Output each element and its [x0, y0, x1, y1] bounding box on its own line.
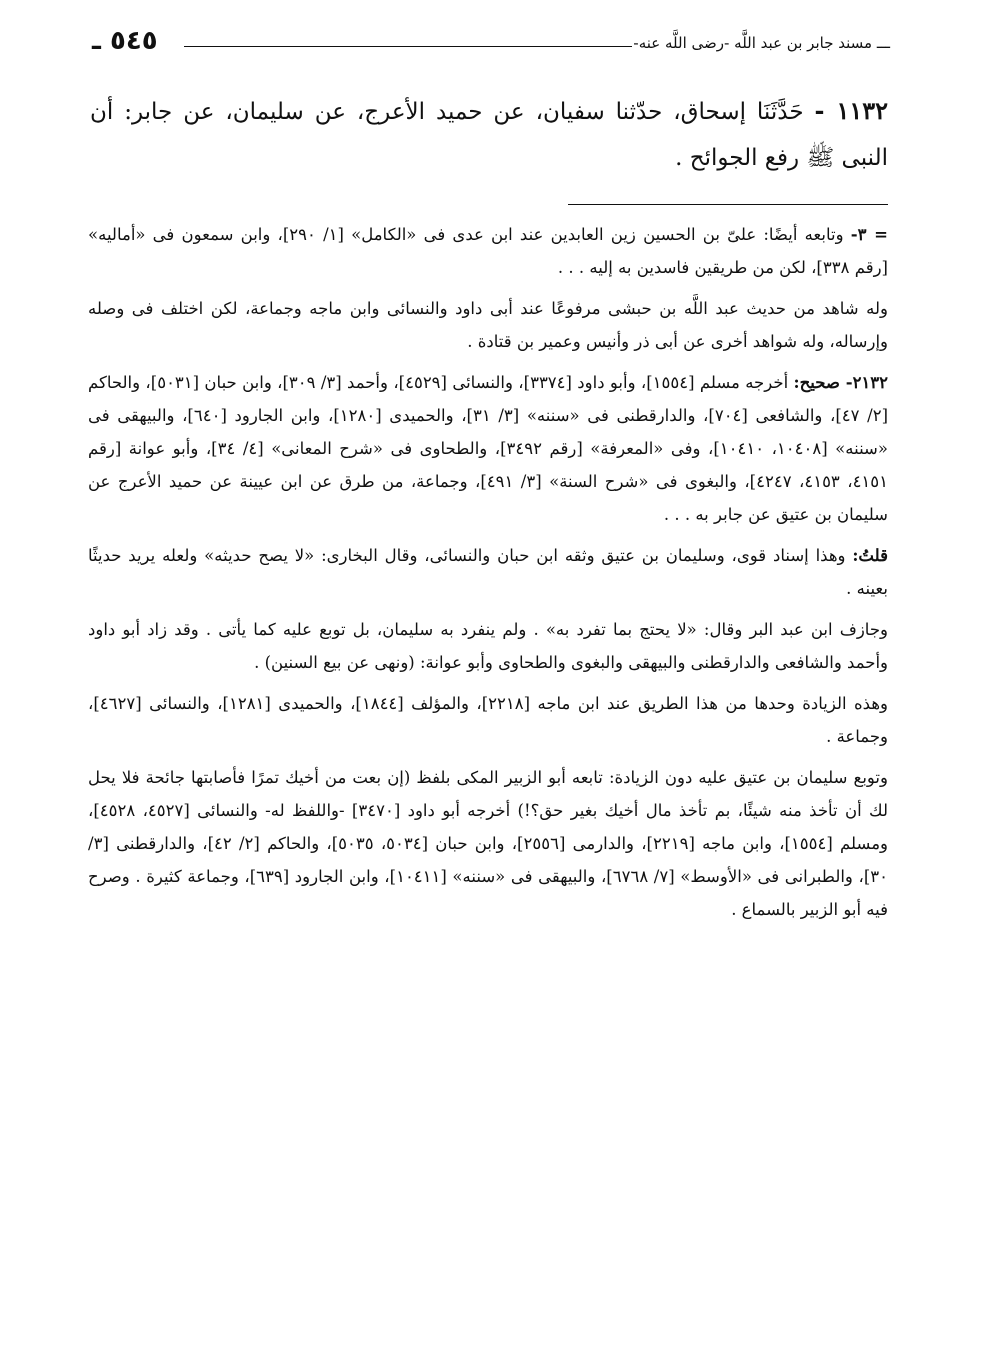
footnote-text-3: أخرجه مسلم [١٥٥٤]، وأبو داود [٣٣٧٤]، والنسائى [٤٥٢٩]، وأحمد [٣/ ٣٠٩]، وابن حبان [٥٠٣١]، والحاكم [٢/ ٤٧]، والشافعى [٧٠٤]، والدارقطنى فى «سننه» [٣/ ٣١]، والحميدى [١٢٨٠]، وابن الجارود [٦٤٠]، والبيهقى فى «سننه» [١٠٤٠٨، ١٠٤١٠]، وفى «المعرفة» [رقم ٣٤٩٢]، والطحاوى فى «شرح المعانى» [٤/ ٣٤]، وأبو عوانة [رقم ٤١٥١، ٤١٥٣، ٤٢٤٧]، والبغوى فى «شرح السنة» [٣/ ٤٩١]، وجماعة، من طرق عن ابن عيينة عن حميد الأعرج عن سليمان بن عتيق عن جابر به . . .: [88, 373, 889, 524]
footnote-paragraph-6: وهذه الزيادة وحدها من هذا الطريق عند ابن ماجه [٢٢١٨]، والمؤلف [١٨٤٤]، والحميدى [١٢٨١]، والنسائى [٤٦٢٧]، وجماعة .: [88, 694, 888, 746]
page-number: ٥٤٥ ـ: [92, 26, 158, 56]
running-header: [92, 26, 890, 62]
footnote-paragraph-2: وله شاهد من حديث عبد اللَّه بن حبشى مرفوعًا عند أبى داود والنسائى وابن ماجه وجماعة، لكن اختلف فى وصله وإرساله، وله شواهد أخرى عن أبى ذر وأنيس وعمير بن قتادة .: [88, 299, 888, 351]
hadith-number: ١١٣٢ -: [814, 96, 888, 125]
qultu-heading: قلتُ:: [852, 546, 888, 565]
footnote-paragraph-1: [88, 218, 888, 284]
header-rule: [184, 46, 632, 47]
footnote-paragraph-7: وتوبع سليمان بن عتيق عليه دون الزيادة: تابعه أبو الزبير المكى بلفظ (إن بعت من أخيك تمرًا فأصابتها جائحة فلا يحل لك أن تأخذ منه شيئًا، بم تأخذ مال أخيك بغير حق؟!) أخرجه أبو داود [٣٤٧٠] -واللفظ له- والنسائى [٤٥٢٧، ٤٥٢٨]، ومسلم [١٥٥٤]، وابن ماجه [٢٢١٩]، والدارمى [٢٥٥٦]، وابن حبان [٥٠٣٤، ٥٠٣٥]، والحاكم [٢/ ٤٢]، والدارقطنى [٣/ ٣٠]، والطبرانى فى «الأوسط» [٧/ ٦٧٦٨]، والبيهقى فى «سننه» [١٠٤١١]، وابن الجارود [٦٣٩]، وجماعة كثيرة . وصرح فيه أبو الزبير بالسماع .: [88, 768, 889, 919]
continuation-mark: = ٣-: [850, 225, 889, 244]
header-title: ـــ مسند جابر بن عبد اللَّه -رضى اللَّه عنه-: [633, 34, 890, 52]
hadith-text-block: [90, 88, 888, 181]
footnote-separator: [568, 204, 888, 205]
footnotes: [88, 218, 888, 934]
footnote-text-4: وهذا إسناد قوى، وسليمان بن عتيق وثقه ابن حبان والنسائى، وقال البخارى: «لا يصح حديثه» ولعله يريد حديثًا بعينه .: [88, 546, 888, 598]
footnote-paragraph-3: [88, 366, 888, 531]
footnote-paragraph-5: وجازف ابن عبد البر وقال: «لا يحتج بما تفرد به» . ولم ينفرد به سليمان، بل توبع عليه كما يأتى . وقد زاد أبو داود وأحمد والشافعى والدارقطنى والبيهقى والبغوى والطحاوى وأبو عوانة: (ونهى عن بيع السنين) .: [88, 620, 888, 672]
takhrij-heading: ٢١٣٢- صحيح:: [793, 373, 889, 392]
hadith-text: حَدَّثَنَا إسحاق، حدّثنا سفيان، عن حميد الأعرج، عن سليمان، عن جابر: أن النبى ﷺ رفع الجوائح .: [90, 99, 888, 171]
footnote-paragraph-4: [88, 539, 888, 605]
footnote-text-1: وتابعه أيضًا: علىّ بن الحسين زين العابدين عند ابن عدى فى «الكامل» [١/ ٢٩٠]، وابن سمعون فى «أماليه» [رقم ٣٣٨]، لكن من طريقين فاسدين به إليه . . .: [88, 225, 888, 277]
